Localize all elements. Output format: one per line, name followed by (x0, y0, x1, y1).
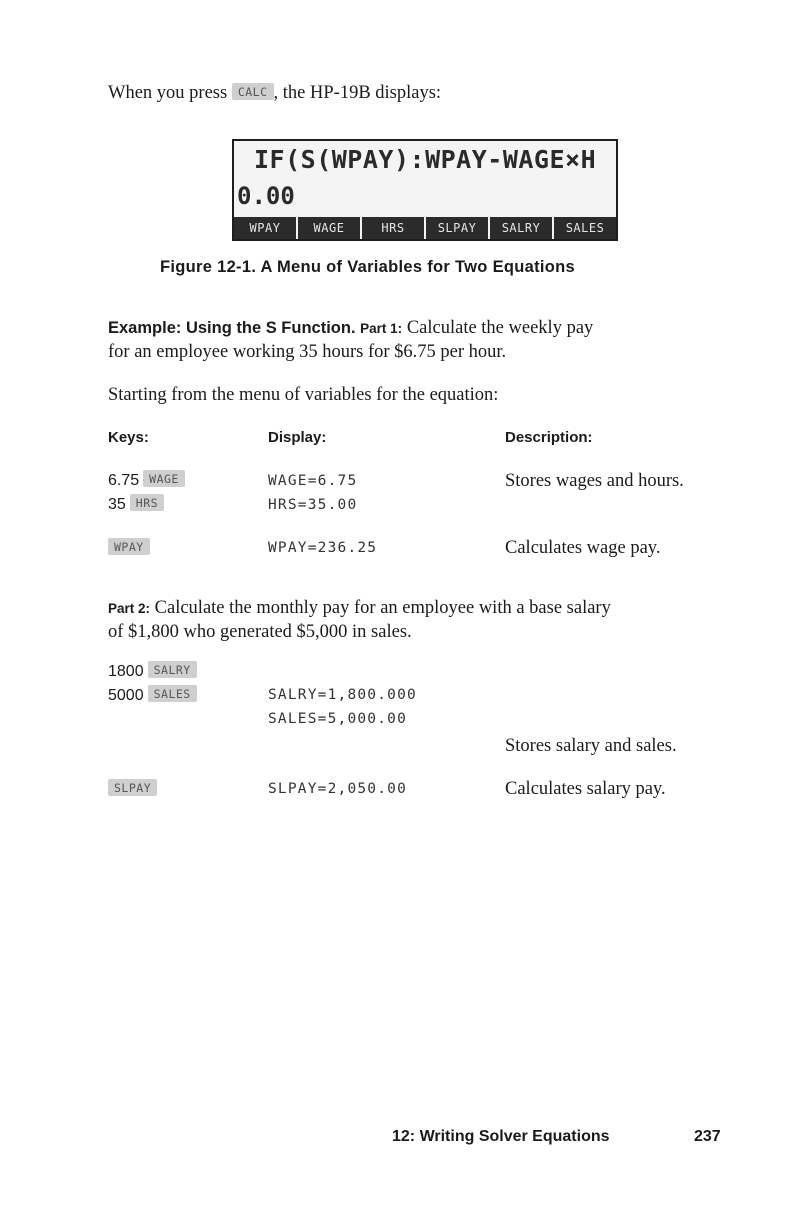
display-menu-bar (234, 217, 616, 239)
part2-label: Part 2: (108, 601, 151, 616)
row-description: Stores salary and sales. (505, 736, 677, 756)
table-row (108, 494, 164, 514)
table-row (108, 779, 157, 799)
part2-paragraph-line1 (108, 596, 611, 621)
row-description: Stores wages and hours. (505, 471, 684, 491)
table-row (108, 661, 197, 681)
table-row (108, 538, 150, 558)
example-paragraph-line2: for an employee working 35 hours for $6.75 per hour. (108, 342, 507, 362)
intro-text-after: , the HP-19B displays: (273, 83, 442, 103)
menu-key-salry: SALRY (490, 217, 552, 239)
salry-key: SALRY (148, 661, 197, 678)
slpay-key: SLPAY (108, 779, 157, 796)
calculator-display (232, 139, 618, 241)
example-paragraph-line1 (108, 316, 593, 341)
hrs-key: HRS (130, 494, 164, 511)
part1-label: Part 1: (360, 321, 403, 336)
part2-paragraph-line2: of $1,800 who generated $5,000 in sales. (108, 622, 412, 642)
menu-key-wage: WAGE (298, 217, 360, 239)
menu-key-slpay: SLPAY (426, 217, 488, 239)
menu-key-wpay: WPAY (234, 217, 296, 239)
display-readout: WPAY=236.25 (268, 540, 378, 556)
display-readout: WAGE=6.75 (268, 473, 358, 489)
key-number: 5000 (108, 687, 144, 704)
column-header-display: Display: (268, 429, 327, 446)
column-header-keys: Keys: (108, 429, 149, 446)
menu-key-sales: SALES (554, 217, 616, 239)
row-description: Calculates wage pay. (505, 538, 661, 558)
example-heading: Example: Using the S Function. (108, 319, 356, 337)
display-readout: SLPAY=2,050.00 (268, 781, 408, 797)
intro-line (108, 81, 441, 105)
sales-key: SALES (148, 685, 197, 702)
calc-key: CALC (232, 83, 274, 100)
display-readout: HRS=35.00 (268, 497, 358, 513)
starting-text: Starting from the menu of variables for the equation: (108, 385, 499, 405)
key-number: 6.75 (108, 472, 140, 489)
display-readout: SALES=5,000.00 (268, 711, 408, 727)
intro-text-before: When you press (108, 83, 228, 103)
part2-text: Calculate the monthly pay for an employee with a base salary (154, 598, 611, 618)
menu-key-hrs: HRS (362, 217, 424, 239)
table-row (108, 470, 185, 490)
wpay-key: WPAY (108, 538, 150, 555)
display-value-line: 0.00 (237, 182, 295, 210)
wage-key: WAGE (143, 470, 185, 487)
key-number: 1800 (108, 663, 144, 680)
page-number: 237 (694, 1128, 721, 1145)
key-number: 35 (108, 496, 126, 513)
part1-text: Calculate the weekly pay (406, 318, 594, 338)
display-equation-line: IF(S(WPAY):WPAY-WAGE×H (254, 145, 597, 174)
row-description: Calculates salary pay. (505, 779, 666, 799)
display-readout: SALRY=1,800.000 (268, 687, 417, 703)
figure-caption: Figure 12-1. A Menu of Variables for Two Equations (160, 258, 576, 276)
footer-chapter-title: 12: Writing Solver Equations (392, 1128, 610, 1145)
table-row (108, 685, 197, 705)
column-header-description: Description: (505, 429, 593, 446)
